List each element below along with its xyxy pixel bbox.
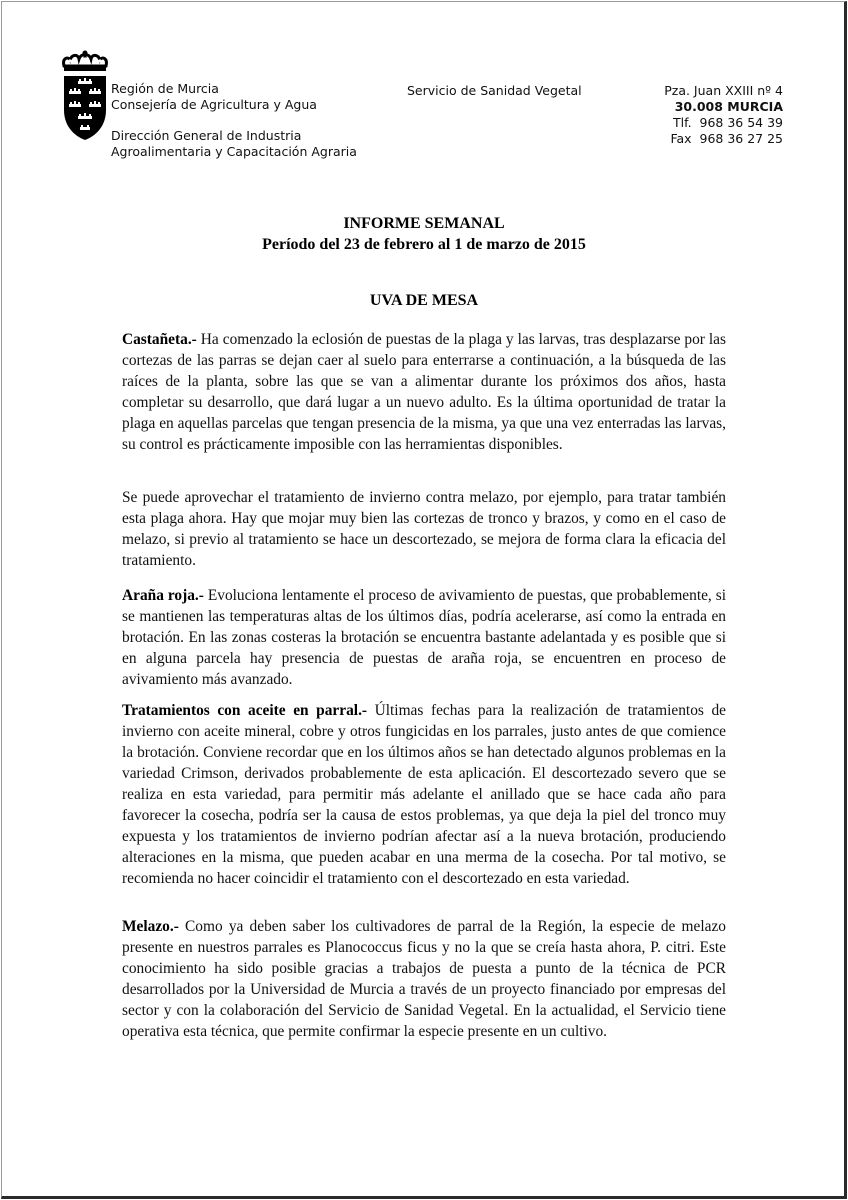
phone-number: Tlf. 968 36 54 39: [672, 115, 783, 130]
report-title: INFORME SEMANAL: [343, 215, 505, 232]
paragraph-text: Ha comenzado la eclosión de puestas de la plaga y las larvas, tras desplazarse por las cortezas de las parras se dejan caer al suelo para enterrarse a continuación, a la búsqueda de las raíces de la planta, sobre las que se van a alimentar durante los próximos dos años, hasta completar su desarrollo, que dará lugar a un nuevo adulto. Es la última oportunidad de tratar la plaga en aquellas parcelas que tengan presencia de la misma, ya que una vez enterradas las larvas, su control es prácticamente imposible con las herramientas disponibles.: [122, 331, 726, 453]
directorate-line1: Dirección General de Industria: [111, 128, 302, 143]
fax-number: Fax 968 36 27 25: [670, 131, 783, 146]
address-street: Pza. Juan XXIII nº 4: [664, 83, 783, 98]
header-address: [664, 83, 783, 147]
region-name: Región de Murcia: [111, 81, 219, 96]
section-title: UVA DE MESA: [369, 292, 479, 309]
report-title-block: [0, 213, 848, 255]
report-period: Período del 23 de febrero al 1 de marzo de 2015: [262, 236, 586, 253]
region-coat-of-arms-logo: [60, 50, 110, 142]
paragraph-castaneta: [122, 329, 726, 455]
paragraph-melazo: [122, 916, 726, 1042]
paragraph-text: Evoluciona lentamente el proceso de avivamiento de puestas, que probablemente, si se mantienen las temperaturas altas de los últimos días, podría acelerarse, así como la entrada en brotación. En las zonas costeras la brotación se encuentra bastante adelantada y es posible que si en alguna parcela hay presencia de puestas de araña roja, se encuentren en proceso de avivamiento más avanzado.: [122, 587, 726, 688]
paragraph-heading: Tratamientos con aceite en parral.-: [122, 702, 368, 719]
paragraph-tratamiento-invierno: [122, 487, 726, 571]
paragraph-text: Últimas fechas para la realización de tratamientos de invierno con aceite mineral, cobre y otros fungicidas en los parrales, justo antes de que comience la brotación. Conviene recordar que en los últimos años se han detectado algunos problemas en la variedad Crimson, derivados probablemente de esta aplicación. El descortezado severo que se realiza en esta variedad, para permitir más adelante el anillado que se hace cada año para favorecer la cosecha, podría ser la causa de estos problemas, ya que deja la piel del tronco muy expuesta y los tratamientos de invierno podrían afectar así a la nueva brotación, produciendo alteraciones en la misma, que pueden acabar en una merma de la cosecha. Por tal motivo, se recomienda no hacer coincidir el tratamiento con el descortezado en esta variedad.: [122, 702, 726, 887]
directorate-line2: Agroalimentaria y Capacitación Agraria: [111, 144, 357, 159]
paragraph-heading: Melazo.-: [122, 918, 179, 935]
paragraph-text: Se puede aprovechar el tratamiento de invierno contra melazo, por ejemplo, para tratar también esta plaga ahora. Hay que mojar muy bien las cortezas de tronco y brazos, y como en el caso de melazo, si previo al tratamiento se hace un descortezado, se mejora de forma clara la eficacia del tratamiento.: [122, 489, 726, 569]
header-organization: [111, 81, 357, 160]
paragraph-text: Como ya deben saber los cultivadores de parral de la Región, la especie de melazo presente en nuestros parrales es Planococcus ficus y no la que se creía hasta ahora, P. citri. Este conocimiento ha sido posible gracias a trabajos de puesta a punto de la técnica de PCR desarrollados por la Universidad de Murcia a través de un proyecto financiado por empresas del sector y con la colaboración del Servicio de Sanidad Vegetal. En la actualidad, el Servicio tiene operativa esta técnica, que permite confirmar la especie presente en un cultivo.: [122, 918, 726, 1040]
paragraph-heading: Araña roja.-: [122, 587, 204, 604]
paragraph-tratamientos-aceite: [122, 700, 726, 889]
paragraph-heading: Castañeta.-: [122, 331, 197, 348]
service-name: Servicio de Sanidad Vegetal: [407, 83, 582, 98]
ministry-name: Consejería de Agricultura y Agua: [111, 97, 317, 112]
paragraph-arana-roja: [122, 585, 726, 690]
address-city: 30.008 MURCIA: [674, 99, 783, 114]
